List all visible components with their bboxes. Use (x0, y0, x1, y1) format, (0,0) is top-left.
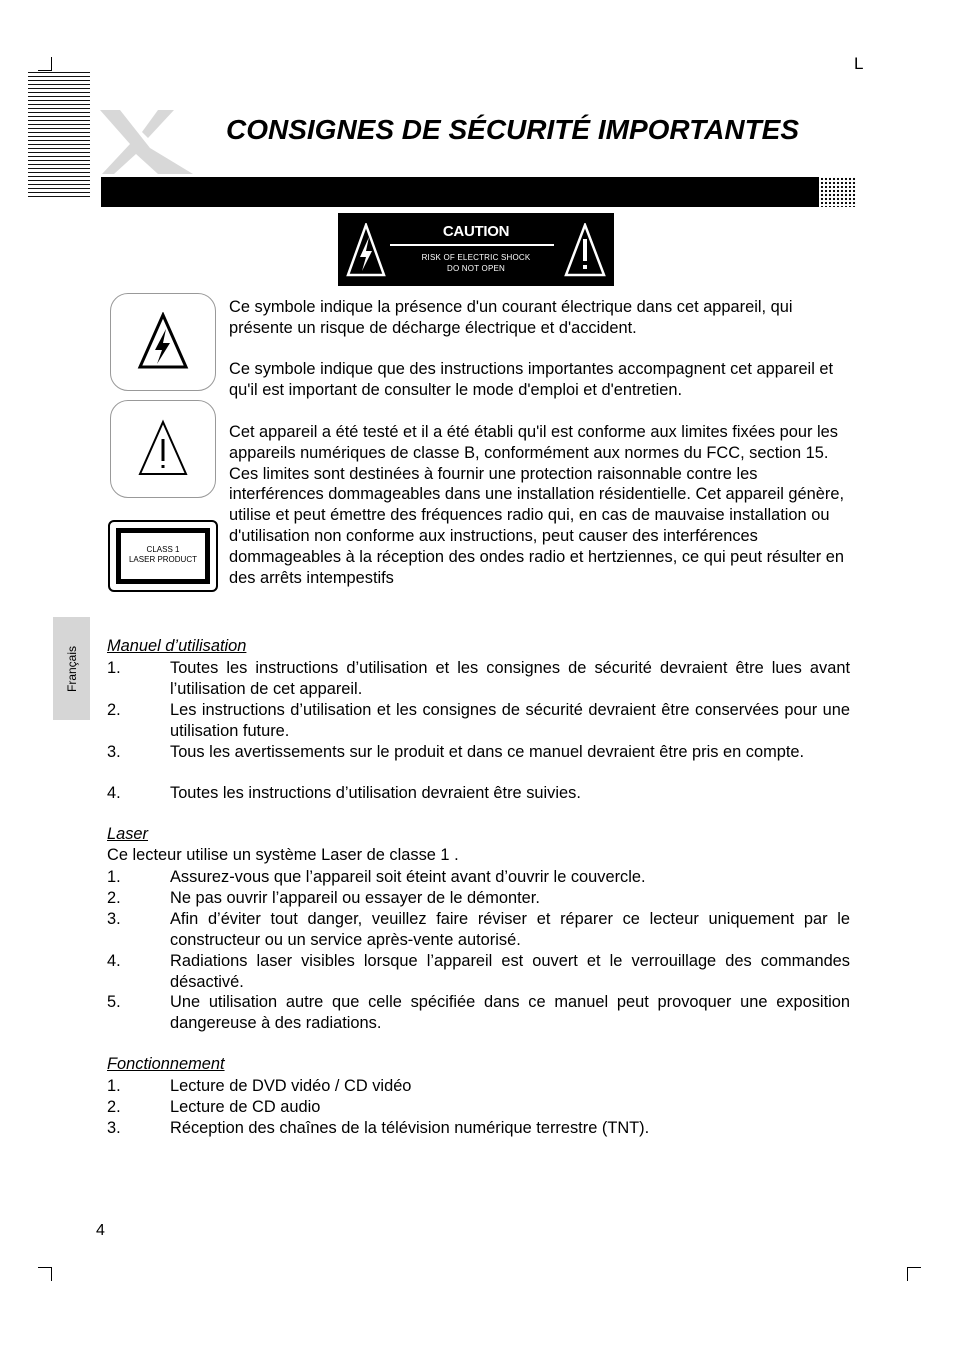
item-number: 1. (107, 868, 121, 886)
item-text: Lecture de DVD vidéo / CD vidéo (170, 1077, 412, 1095)
lightning-warning-icon (346, 223, 386, 277)
item-text: Tous les avertissements sur le produit et dans ce manuel devraient être pris en compte. (170, 743, 805, 761)
language-tab (53, 617, 90, 720)
list-item (107, 867, 850, 888)
item-text: Réception des chaînes de la télévision numérique terrestre (TNT). (170, 1119, 650, 1137)
exclamation-warning-icon (564, 223, 606, 277)
caution-label (338, 213, 614, 286)
exclamation-triangle-icon (137, 419, 189, 477)
function-section-title: Fonctionnement (107, 1055, 225, 1073)
item-text: Une utilisation autre que celle spécifiée dans ce manuel peut provoquer une exposition dangereuse à des radiations. (170, 993, 850, 1032)
list-item (107, 1097, 850, 1118)
item-text: Toutes les instructions d’utilisation et les consignes de sécurité devraient être lues avant l’utilisation de cet appareil. (170, 659, 850, 698)
list-item (107, 888, 850, 909)
fcc-text: Cet appareil a été testé et il a été établi qu'il est conforme aux limites fixées pour les appareils numériques de classe B, conformément aux normes du FCC, section 15. Ces limites sont destinées à fournir une protection raisonnable contre les interférences dommageables dans une installation résidentielle. Cet appareil génère, utilise et peut émettre des fréquences radio qui, en cas de mauvaise installation ou d'utilisation non conforme aux instructions, peut causer des interférences dommageables à la réception des ondes radio et hertziennes, ce qui peut résulter en des arrêts intempestifs (229, 423, 845, 587)
lightning-triangle-icon (137, 312, 189, 370)
electric-symbol-text: Ce symbole indique la présence d'un courant électrique dans cet appareil, qui présente un risque de décharge électrique et d'accident. (229, 298, 793, 337)
decorative-stripes (28, 72, 90, 200)
banner-dot-pattern (816, 177, 856, 207)
laser-label-line-2: LASER PRODUCT (128, 555, 197, 564)
instructions-symbol-box (110, 400, 216, 498)
item-text: Les instructions d’utilisation et les consignes de sécurité devraient être conservées pour une utilisation future. (170, 701, 850, 740)
item-text: Afin d’éviter tout danger, veuillez faire réviser et réparer ce lecteur uniquement par le constructeur ou un service après-vente autorisé. (170, 910, 850, 949)
caution-subtitle-2: DO NOT OPEN (446, 264, 506, 273)
corner-mark: L (854, 54, 864, 73)
list-item (107, 700, 850, 742)
crop-mark-top-left (38, 70, 52, 71)
crop-mark-bottom-right-v (907, 1267, 908, 1281)
laser-label-frame (116, 528, 210, 584)
crop-mark-bottom-right (907, 1267, 921, 1268)
language-tab-label: Français (64, 645, 79, 692)
item-number: 5. (107, 993, 121, 1011)
item-number: 3. (107, 743, 121, 761)
list-item (107, 1118, 850, 1139)
item-number: 1. (107, 659, 121, 677)
list-item (107, 783, 850, 804)
item-text: Toutes les instructions d’utilisation devraient être suivies. (170, 784, 581, 802)
crop-mark-bottom-left-v (51, 1267, 52, 1281)
item-number: 2. (107, 889, 121, 907)
laser-class-label (108, 520, 218, 592)
electric-symbol-box (110, 293, 216, 391)
item-number: 1. (107, 1077, 121, 1095)
item-number: 2. (107, 1098, 121, 1116)
item-text: Lecture de CD audio (170, 1098, 321, 1116)
laser-section-title: Laser (107, 825, 149, 843)
item-number: 3. (107, 910, 121, 928)
item-number: 4. (107, 784, 121, 802)
crop-mark-bottom-left (38, 1267, 52, 1268)
list-item (107, 658, 850, 700)
crop-mark-top-left-v (51, 57, 52, 71)
item-number: 2. (107, 701, 121, 719)
caution-divider (390, 244, 554, 246)
instructions-symbol-text: Ce symbole indique que des instructions importantes accompagnent cet appareil et qu'il est important de consulter le mode d'emploi et d'entretien. (229, 360, 834, 399)
manual-section-title: Manuel d’utilisation (107, 637, 247, 655)
list-item (107, 951, 850, 993)
item-text: Ne pas ouvrir l’appareil ou essayer de le démonter. (170, 889, 540, 907)
item-number: 4. (107, 952, 121, 970)
page-number: 4 (96, 1222, 105, 1239)
item-text: Radiations laser visibles lorsque l’appareil est ouvert et le verrouillage des commandes désactivé. (170, 952, 850, 991)
page-title: CONSIGNES DE SÉCURITÉ IMPORTANTES (226, 114, 800, 145)
caution-title: CAUTION (442, 223, 510, 240)
item-number: 3. (107, 1119, 121, 1137)
list-item (107, 1076, 850, 1097)
list-item (107, 909, 850, 951)
x-logo-icon (98, 108, 198, 178)
caution-subtitle-1: RISK OF ELECTRIC SHOCK (421, 253, 531, 262)
list-item (107, 742, 850, 763)
item-text: Assurez-vous que l’appareil soit éteint avant d’ouvrir le couvercle. (170, 868, 646, 886)
laser-label-line-1: CLASS 1 (146, 545, 180, 554)
title-banner (101, 177, 856, 207)
list-item (107, 992, 850, 1034)
laser-intro: Ce lecteur utilise un système Laser de classe 1 . (107, 846, 459, 864)
